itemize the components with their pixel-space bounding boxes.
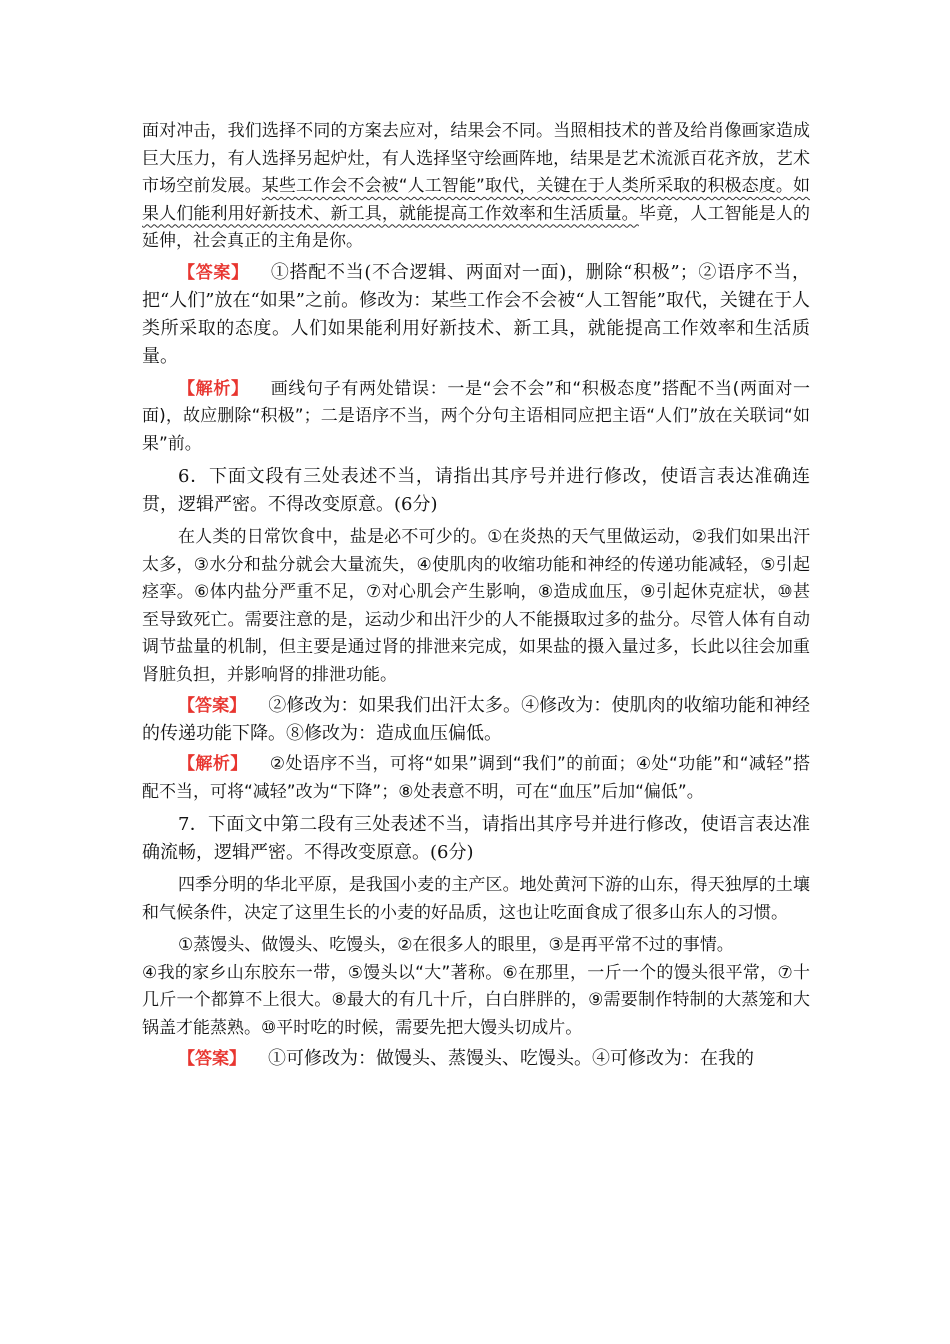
q6-answer	[142, 692, 810, 748]
answer-tag: 【答案】	[178, 696, 247, 716]
q7-answer	[142, 1045, 810, 1073]
answer-tag: 【答案】	[178, 262, 249, 283]
q7-paragraph-2-line-1: ①蒸馒头、做馒头、吃馒头，②在很多人的眼里，③是再平常不过的事情。	[178, 935, 734, 955]
q7-paragraph-1: 四季分明的华北平原，是我国小麦的主产区。地处黄河下游的山东，得天独厚的土壤和气候条件，决定了这里生长的小麦的好品质，这也让吃面食成了很多山东人的习惯。	[142, 875, 810, 923]
document-page	[142, 118, 810, 1073]
q5-analysis	[142, 376, 810, 459]
q6-passage: 在人类的日常饮食中，盐是必不可少的。①在炎热的天气里做运动，②我们如果出汗太多，③水分和盐分就会大量流失，④使肌肉的收缩功能和神经的传递功能减轻，⑤引起痉挛。⑥体内盐分严重不足，⑦对心肌会产生影响，⑧造成血压，⑨引起休克症状，⑩甚至导致死亡。需要注意的是，运动少和出汗少的人不能摄取过多的盐分。尽管人体有自动调节盐量的机制，但主要是通过肾的排泄来完成，如果盐的摄入量过多，长此以往会加重肾脏负担，并影响肾的排泄功能。	[142, 527, 810, 685]
q5-passage-tail: 毕竟，人工智能是人的延伸，社会真正的主角是你。	[142, 203, 811, 251]
q5-underlined-sentence: 某些工作会不会被“人工智能”取代，关键在于人类所采取的积极态度。如果人们能利用好新技术、新工具，就能提高工作效率和生活质量。	[142, 176, 810, 224]
q5-analysis-text: 画线句子有两处错误：一是“会不会”和“积极态度”搭配不当(两面对一面)，故应删除“积极”；二是语序不当，两个分句主语相同应把主语“人们”放在关联词“如果”前。	[142, 378, 810, 454]
analysis-tag: 【解析】	[178, 378, 249, 399]
analysis-tag: 【解析】	[178, 754, 248, 774]
q7-answer-text: ①可修改为：做馒头、蒸馒头、吃馒头。④可修改为：在我的	[268, 1048, 754, 1069]
q6-analysis-text: ②处语序不当，可将“如果”调到“我们”的前面；④处“功能”和“减轻”搭配不当，可将“减轻”改为“下降”；⑧处表意不明，可在“血压”后加“偏低”。	[142, 754, 811, 802]
q6-question: 6．下面文段有三处表述不当，请指出其序号并进行修改，使语言表达准确连贯，逻辑严密。不得改变原意。(6分)	[142, 466, 810, 515]
q5-passage	[142, 118, 810, 256]
q7-question: 7．下面文中第二段有三处表述不当，请指出其序号并进行修改，使语言表达准确流畅，逻辑严密。不得改变原意。(6分)	[142, 814, 810, 863]
q7-paragraph-2-rest: ④我的家乡山东胶东一带，⑤馒头以“大”著称。⑥在那里，一斤一个的馒头很平常，⑦十几斤一个都算不上很大。⑧最大的有几十斤，白白胖胖的，⑨需要制作特制的大蒸笼和大锅盖才能蒸熟。⑩平时吃的时候，需要先把大馒头切成片。	[142, 962, 810, 1038]
q6-analysis	[142, 751, 810, 806]
q6-answer-text: ②修改为：如果我们出汗太多。④修改为：使肌肉的收缩功能和神经的传递功能下降。⑧修改为：造成血压偏低。	[142, 695, 811, 744]
q5-answer-text: ①搭配不当(不合逻辑、两面对一面)，删除“积极”；②语序不当，把“人们”放在“如果”之前。修改为：某些工作会不会被“人工智能”取代，关键在于人类所采取的态度。人们如果能利用好新技术、新工具，就能提高工作效率和生活质量。	[142, 261, 810, 367]
q5-answer	[142, 259, 810, 371]
answer-tag: 【答案】	[178, 1049, 246, 1069]
q5-passage-plain: 面对冲击，我们选择不同的方案去应对，结果会不同。当照相技术的普及给肖像画家造成巨大压力，有人选择另起炉灶，有人选择坚守绘画阵地，结果是艺术流派百花齐放，艺术市场空前发展。	[142, 121, 810, 196]
